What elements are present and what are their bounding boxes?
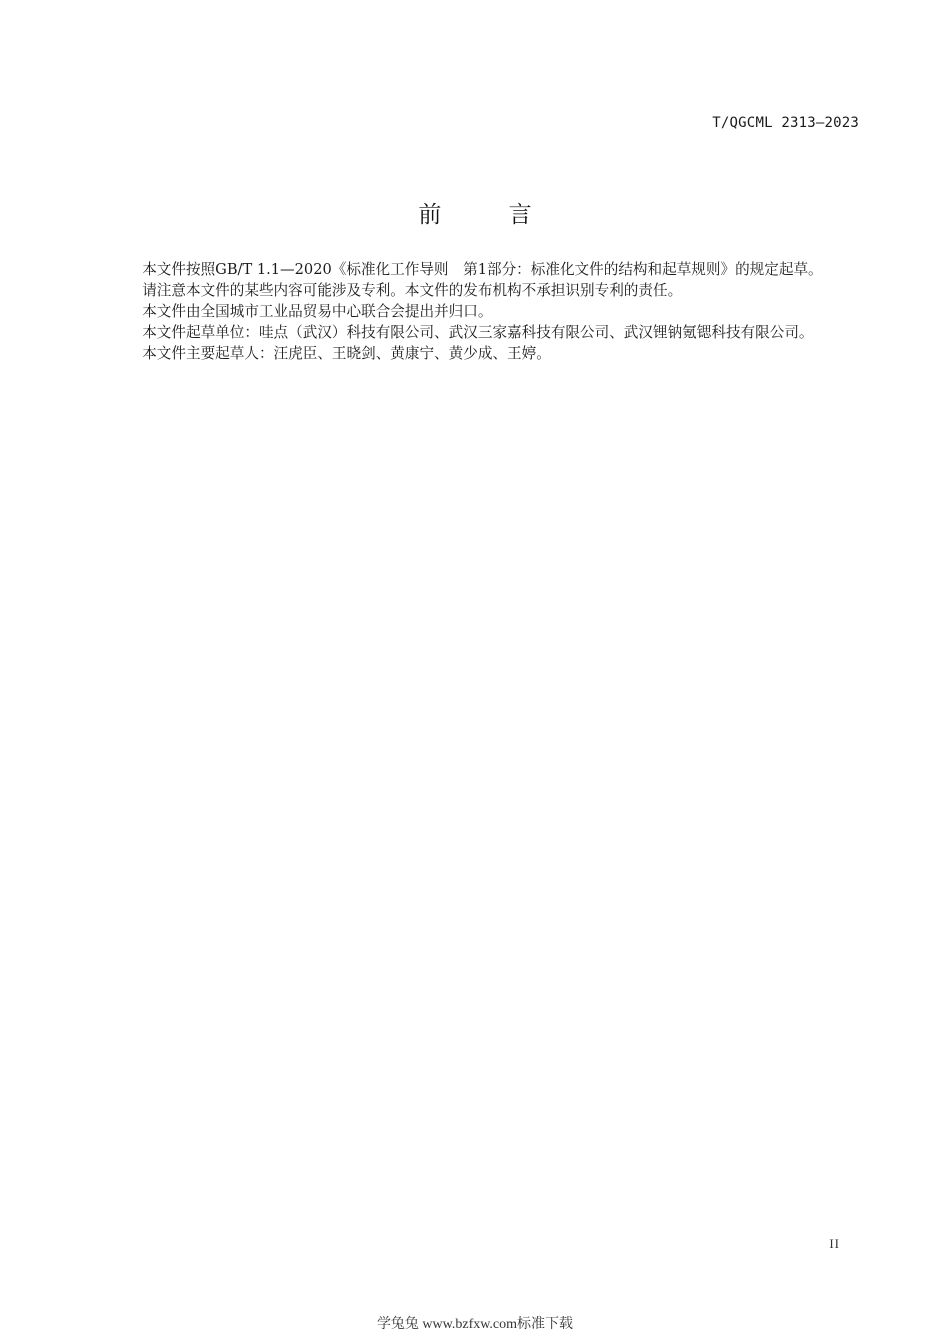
page-number: II: [829, 1236, 840, 1251]
document-code: T/QGCML 2313—2023: [712, 115, 859, 131]
paragraph-patent-notice: 请注意本文件的某些内容可能涉及专利。本文件的发布机构不承担识别专利的责任。: [142, 282, 683, 299]
paragraph-drafting-rules: 本文件按照GB/T 1.1—2020《标准化工作导则 第1部分：标准化文件的结构和起草规则》的规定起草。: [142, 261, 823, 278]
watermark: 学兔兔 www.bzfxw.com标准下载: [376, 1317, 574, 1332]
paragraph-drafting-units: 本文件起草单位：哇点（武汉）科技有限公司、武汉三家嘉科技有限公司、武汉锂钠氪锶科技有限公司。: [142, 324, 814, 341]
paragraph-proposer: 本文件由全国城市工业品贸易中心联合会提出并归口。: [142, 303, 493, 320]
page-title: 前 言: [418, 202, 562, 228]
paragraph-drafters: 本文件主要起草人：汪虎臣、王晓剑、黄康宁、黄少成、王婷。: [142, 345, 551, 362]
foreword-body: [113, 259, 860, 364]
